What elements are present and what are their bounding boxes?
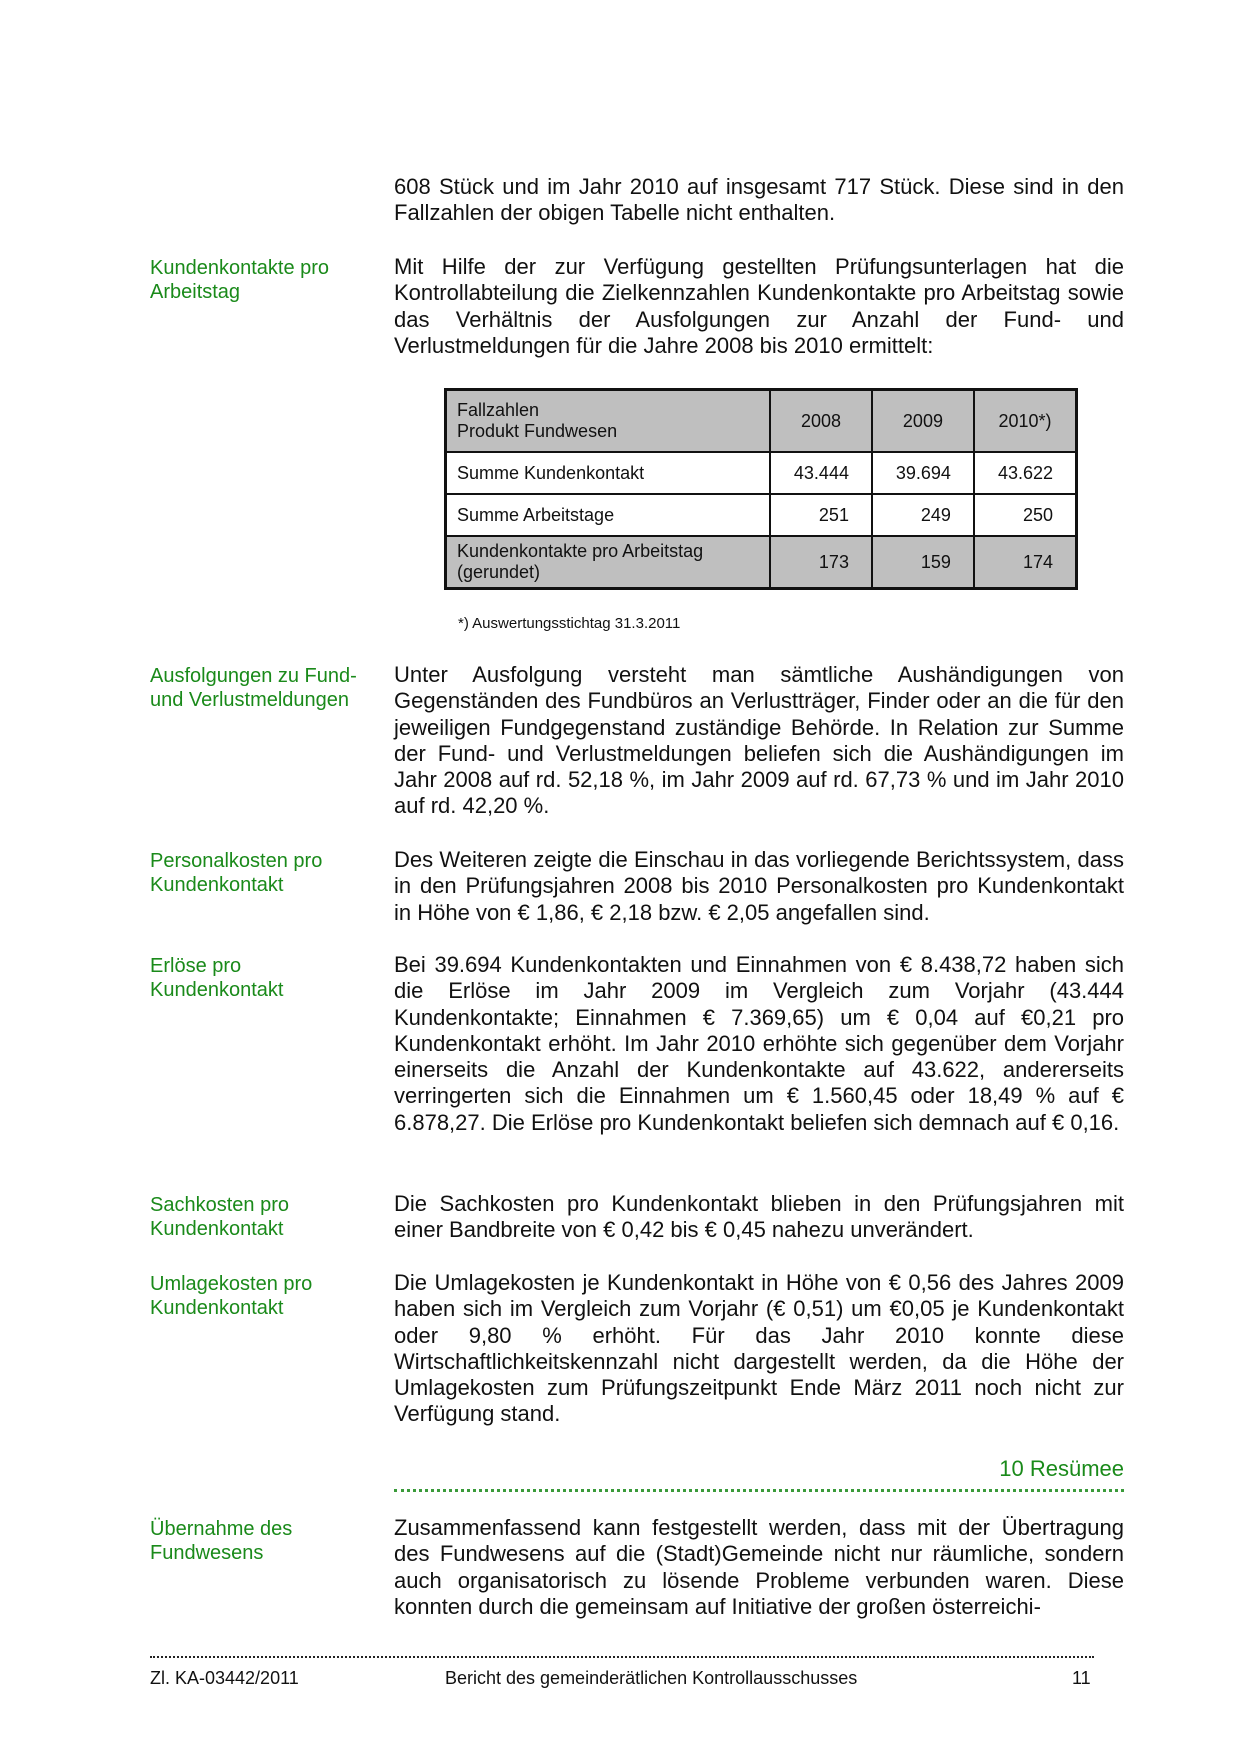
paragraph-sachkosten	[394, 1191, 1124, 1244]
table-cell: 251	[770, 494, 872, 536]
footer-divider	[150, 1656, 1094, 1658]
margin-label-erloese: Erlöse pro Kundenkontakt	[150, 955, 284, 1001]
margin-label-personalkosten: Personalkosten pro Kundenkontakt	[150, 850, 323, 896]
paragraph-text: Die Umlagekosten je Kundenkontakt in Höhe von € 0,56 des Jahres 2009 haben sich im Vergleich zum Vorjahr (€ 0,51) um €0,05 je Kundenkontakt oder 9,80 % erhöht. Für das Jahr 2010 konnte diese Wirtschaftlichkeitskennzahl nicht dargestellt werden, da die Höhe der Umlagekosten zum Prüfungszeitpunkt Ende März 2011 noch nicht zur Verfügung stand.	[394, 1270, 1124, 1427]
table-cell: 159	[872, 536, 974, 589]
paragraph-kundenkontakte	[394, 254, 1124, 359]
table-row-label: Summe Arbeitstage	[446, 494, 771, 536]
page-number: 11	[1072, 1668, 1091, 1688]
margin-label-kundenkontakte: Kundenkontakte pro Arbeitstag	[150, 257, 330, 303]
table-header-year: 2009	[872, 390, 974, 453]
paragraph-erloese	[394, 952, 1124, 1136]
row-label-line2: (gerundet)	[457, 562, 541, 582]
table-cell: 173	[770, 536, 872, 589]
table-header-label	[446, 390, 771, 453]
table-row	[446, 494, 1077, 536]
table-cell: 174	[974, 536, 1077, 589]
paragraph-ausfolgungen	[394, 662, 1124, 820]
margin-label-ausfolgungen: Ausfolgungen zu Fund- und Verlustmeldungen	[150, 665, 357, 711]
paragraph-text: Mit Hilfe der zur Verfügung gestellten Prüfungsunterlagen hat die Kontrollabteilung die Zielkennzahlen Kundenkontakte pro Arbeitstag sowie das Verhältnis der Ausfolgungen zur Anzahl der Fund- und Verlustmeldungen für die Jahre 2008 bis 2010 ermittelt:	[394, 254, 1124, 358]
footer-title: Bericht des gemeinderätlichen Kontrollausschusses	[445, 1668, 858, 1688]
section-heading: 10 Resümee	[999, 1456, 1124, 1481]
paragraph-text: Die Sachkosten pro Kundenkontakt blieben in den Prüfungsjahren mit einer Bandbreite von € 0,42 bis € 0,45 nahezu unverändert.	[394, 1191, 1124, 1243]
paragraph-text: 608 Stück und im Jahr 2010 auf insgesamt 717 Stück. Diese sind in den Fallzahlen der obigen Tabelle nicht enthalten.	[394, 174, 1124, 226]
table-cell: 43.444	[770, 452, 872, 494]
header-label-line2: Produkt Fundwesen	[457, 421, 618, 441]
table-header-row	[446, 390, 1077, 453]
footer-reference: Zl. KA-03442/2011	[150, 1668, 299, 1688]
margin-label-uebernahme: Übernahme des Fundwesens	[150, 1518, 293, 1564]
paragraph-text: Zusammenfassend kann festgestellt werden, dass mit der Übertragung des Fundwesens auf die (Stadt)Gemeinde nicht nur räumliche, sondern auch organisatorisch zu lösende Probleme verbunden waren. Diese konnten durch die gemeinsam auf Initiative der großen österreichi-	[394, 1515, 1124, 1619]
margin-label-umlagekosten: Umlagekosten pro Kundenkontakt	[150, 1273, 313, 1319]
table-row	[446, 536, 1077, 589]
table-cell: 39.694	[872, 452, 974, 494]
paragraph-uebernahme	[394, 1515, 1124, 1620]
fallzahlen-table	[444, 388, 1078, 590]
table-row-label	[446, 536, 771, 589]
table-cell: 250	[974, 494, 1077, 536]
table-cell: 249	[872, 494, 974, 536]
paragraph-text: Des Weiteren zeigte die Einschau in das vorliegende Berichtssystem, dass in den Prüfungsjahren 2008 bis 2010 Personalkosten pro Kundenkontakt in Höhe von € 1,86, € 2,18 bzw. € 2,05 angefallen sind.	[394, 847, 1124, 925]
paragraph-text: Bei 39.694 Kundenkontakten und Einnahmen von € 8.438,72 haben sich die Erlöse im Jahr 2009 im Vergleich zum Vorjahr (43.444 Kundenkontakte; Einnahmen € 7.369,65) um € 0,04 auf €0,21 pro Kundenkontakt erhöht. Im Jahr 2010 erhöhte sich gegenüber dem Vorjahr einerseits die Anzahl der Kundenkontakte auf 43.622, andererseits verringerten sich die Einnahmen um € 1.560,45 oder 18,49 % auf € 6.878,27. Die Erlöse pro Kundenkontakt beliefen sich demnach auf € 0,16.	[394, 952, 1124, 1135]
table-cell: 43.622	[974, 452, 1077, 494]
paragraph-text: Unter Ausfolgung versteht man sämtliche Aushändigungen von Gegenständen des Fundbüros an Verlustträger, Finder oder an die für den jeweiligen Fundgegenstand zuständige Behörde. In Relation zur Summe der Fund- und Verlustmeldungen beliefen sich die Aushändigungen im Jahr 2008 auf rd. 52,18 %, im Jahr 2009 auf rd. 67,73 % und im Jahr 2010 auf rd. 42,20 %.	[394, 662, 1124, 819]
section-divider	[394, 1489, 1124, 1492]
table-header-year: 2008	[770, 390, 872, 453]
table-footnote: *) Auswertungsstichtag 31.3.2011	[458, 615, 681, 632]
paragraph-personalkosten	[394, 847, 1124, 926]
table-header-year: 2010*)	[974, 390, 1077, 453]
header-label-line1: Fallzahlen	[457, 400, 540, 420]
row-label-line1: Kundenkontakte pro Arbeitstag	[457, 541, 704, 561]
intro-paragraph	[394, 174, 1124, 227]
paragraph-umlagekosten	[394, 1270, 1124, 1428]
margin-label-sachkosten: Sachkosten pro Kundenkontakt	[150, 1194, 289, 1240]
table-row-label: Summe Kundenkontakt	[446, 452, 771, 494]
table-row	[446, 452, 1077, 494]
